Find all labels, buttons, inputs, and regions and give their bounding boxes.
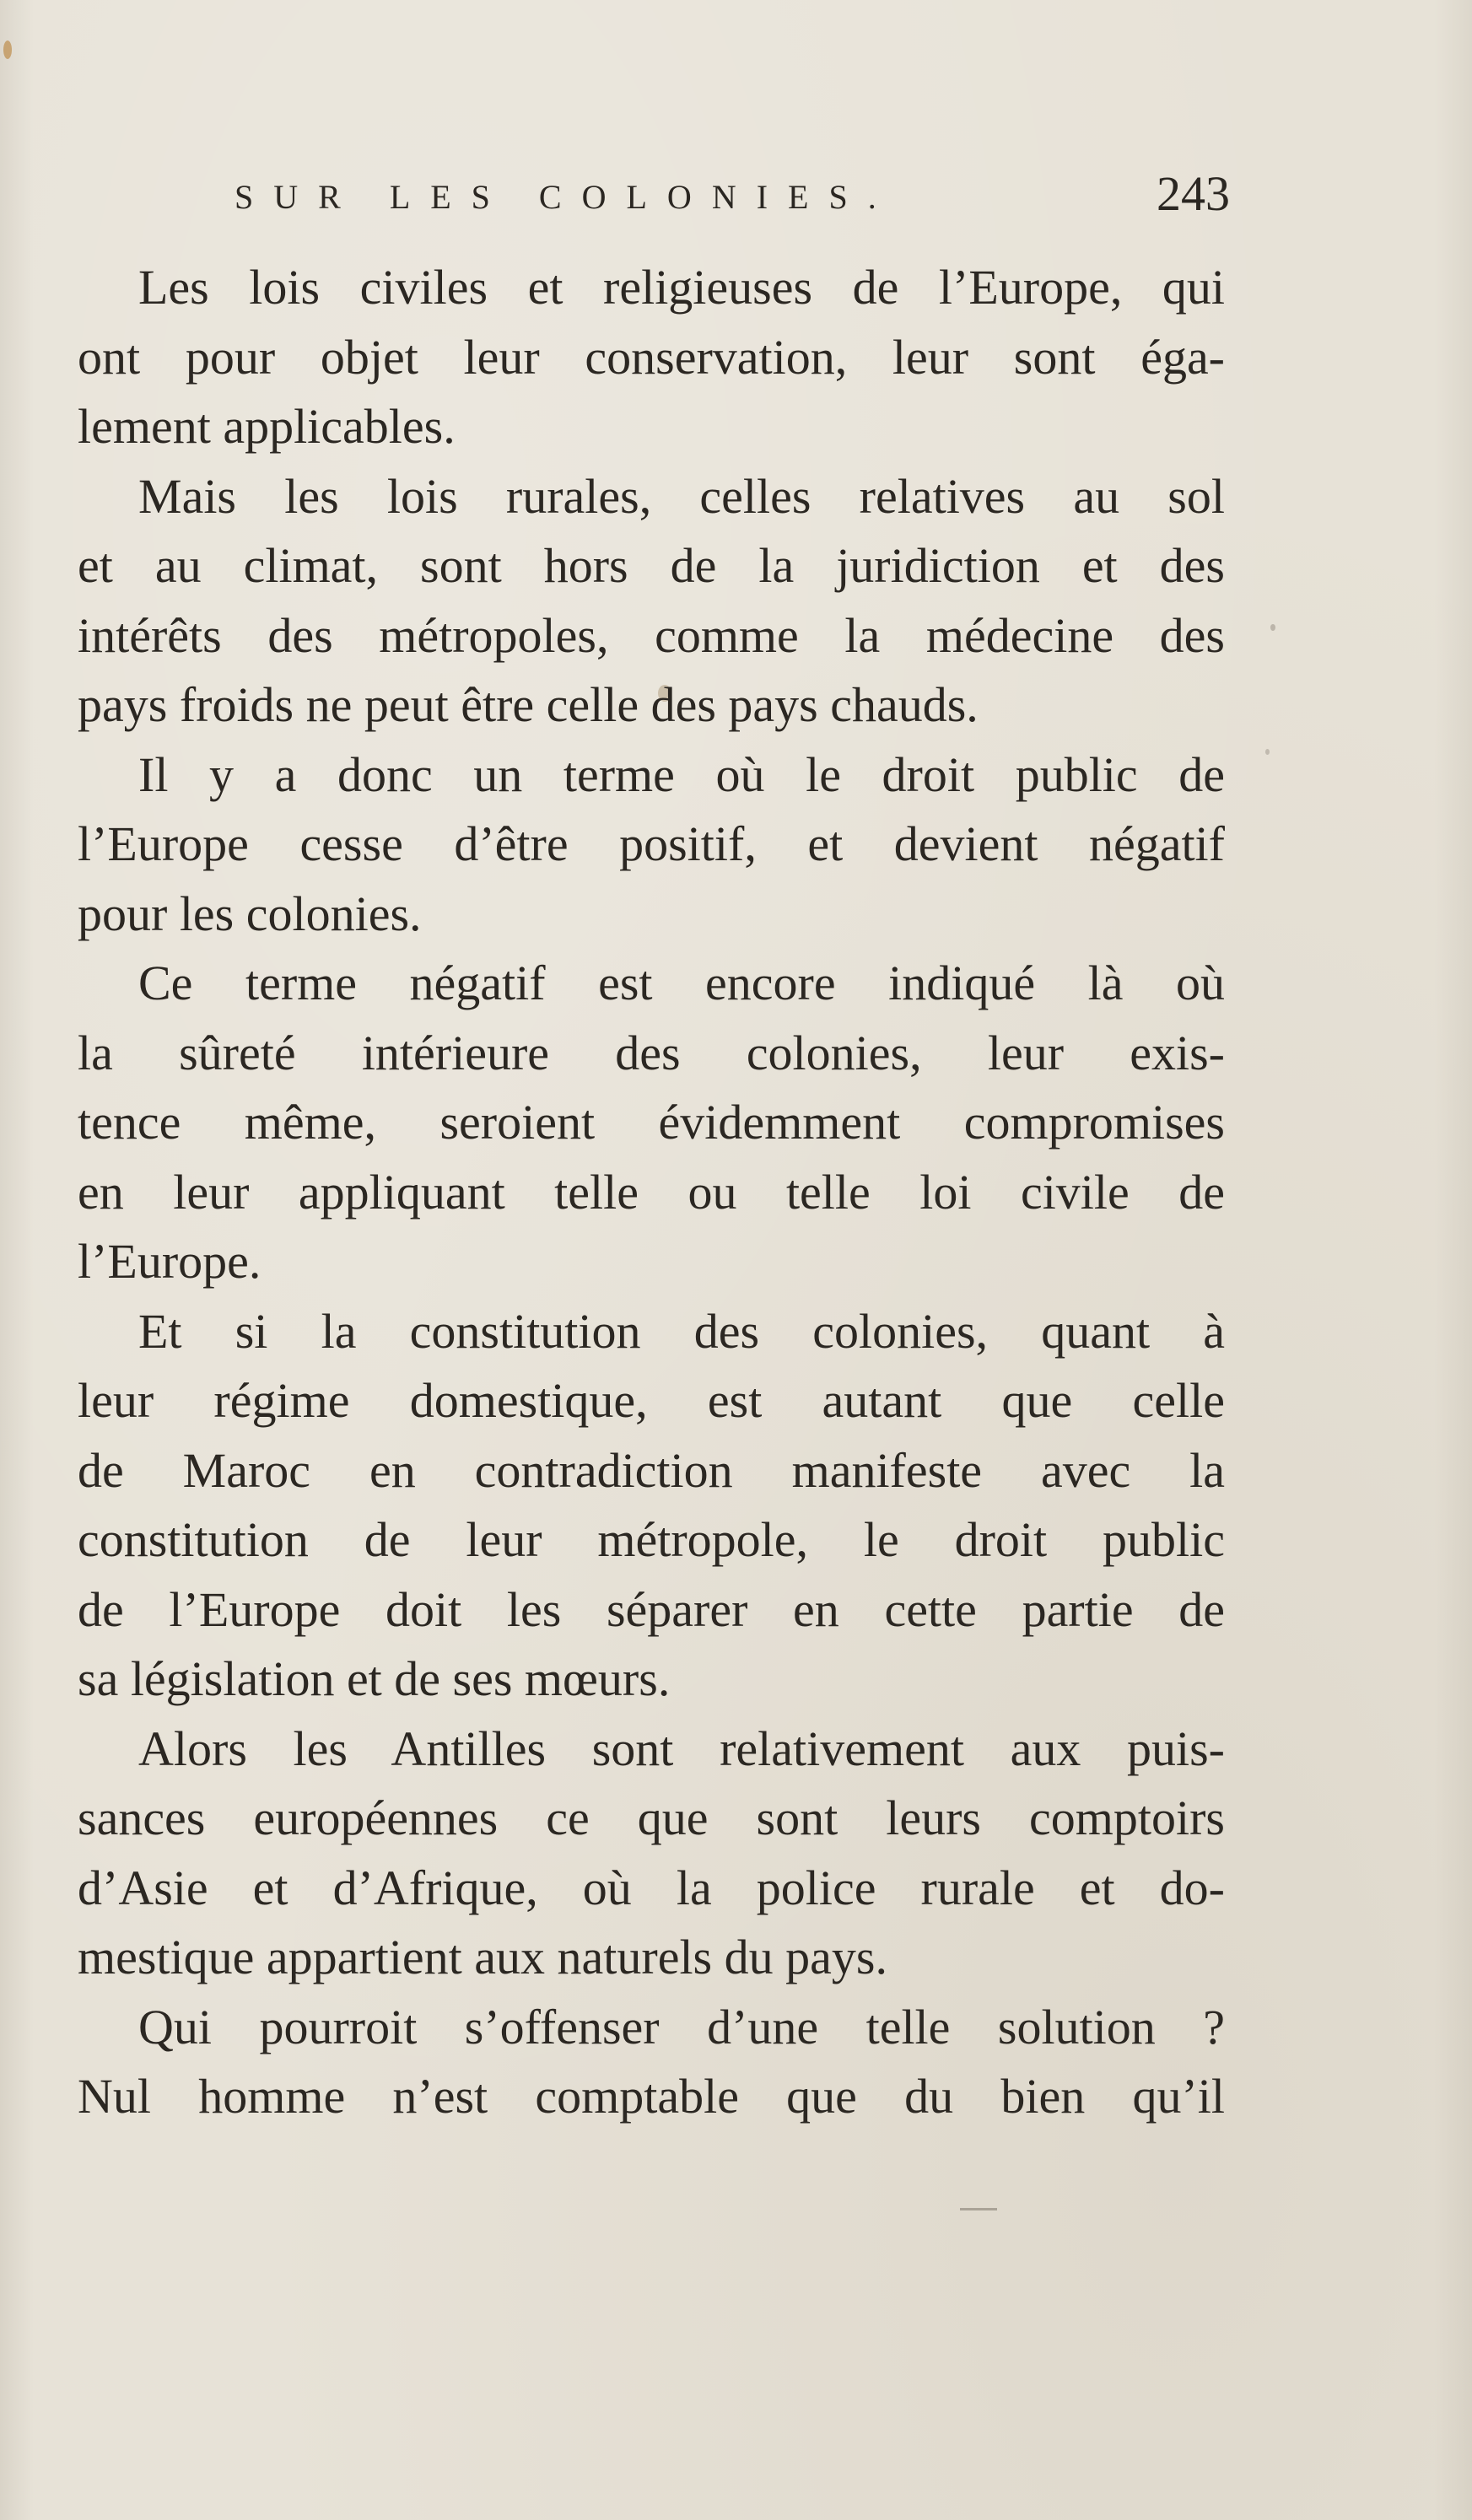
- text-line: la sûreté intérieure des colonies, leur exis-: [78, 1025, 1225, 1080]
- text-line: Mais les lois rurales, celles relatives au sol: [138, 468, 1225, 524]
- text-line: et au climat, sont hors de la juridiction et des: [78, 538, 1225, 593]
- signature-mark: [960, 2208, 997, 2210]
- text-line: sances européennes ce que sont leurs comptoirs: [78, 1790, 1225, 1845]
- running-title: SUR LES COLONIES.: [235, 178, 897, 216]
- text-line: Les lois civiles et religieuses de l’Europe, qui: [138, 260, 1225, 315]
- text-line: pour les colonies.: [78, 886, 422, 941]
- text-line: leur régime domestique, est autant que celle: [78, 1373, 1225, 1428]
- running-head: [235, 165, 1230, 233]
- paragraph-4: [78, 949, 1225, 1297]
- text-line: Qui pourroit s’offenser d’une telle solution ?: [138, 1999, 1225, 2054]
- text-line: de l’Europe doit les séparer en cette partie de: [78, 1581, 1225, 1637]
- text-line: sa législation et de ses mœurs.: [78, 1651, 671, 1706]
- text-line: en leur appliquant telle ou telle loi civile de: [78, 1164, 1225, 1220]
- text-line: ont pour objet leur conservation, leur sont éga-: [78, 329, 1225, 385]
- text-line: d’Asie et d’Afrique, où la police rurale et do-: [78, 1860, 1225, 1915]
- paragraph-2: [78, 462, 1225, 740]
- text-line: Il y a donc un terme où le droit public de: [138, 746, 1225, 802]
- paragraph-7: [78, 1993, 1225, 2132]
- ink-spot: [3, 40, 12, 59]
- text-line: Et si la constitution des colonies, quant à: [138, 1303, 1225, 1359]
- paragraph-3: [78, 740, 1225, 950]
- paragraph-1: [78, 253, 1225, 462]
- text-line: intérêts des métropoles, comme la médecine des: [78, 607, 1225, 663]
- text-line: Ce terme négatif est encore indiqué là où: [138, 956, 1225, 1010]
- text-line: lement applicables.: [78, 399, 456, 454]
- foxing-spot: [1265, 749, 1270, 755]
- text-line: Nul homme n’est comptable que du bien qu’il: [78, 2069, 1225, 2124]
- body-text: [78, 253, 1225, 2132]
- foxing-spot: [1270, 624, 1275, 631]
- text-line: l’Europe cesse d’être positif, et devient négatif: [78, 816, 1225, 871]
- text-line: mestique appartient aux naturels du pays.: [78, 1930, 887, 1984]
- text-line: l’Europe.: [78, 1234, 262, 1289]
- paragraph-6: [78, 1715, 1225, 1993]
- text-line: pays froids ne peut être celle des pays chauds.: [78, 677, 979, 732]
- text-line: de Maroc en contradiction manifeste avec la: [78, 1442, 1225, 1498]
- page-number: 243: [1157, 166, 1230, 221]
- text-line: tence même, seroient évidemment compromises: [78, 1095, 1225, 1150]
- text-line: constitution de leur métropole, le droit public: [78, 1512, 1225, 1567]
- text-line: Alors les Antilles sont relativement aux puis-: [138, 1720, 1225, 1776]
- paragraph-5: [78, 1297, 1225, 1715]
